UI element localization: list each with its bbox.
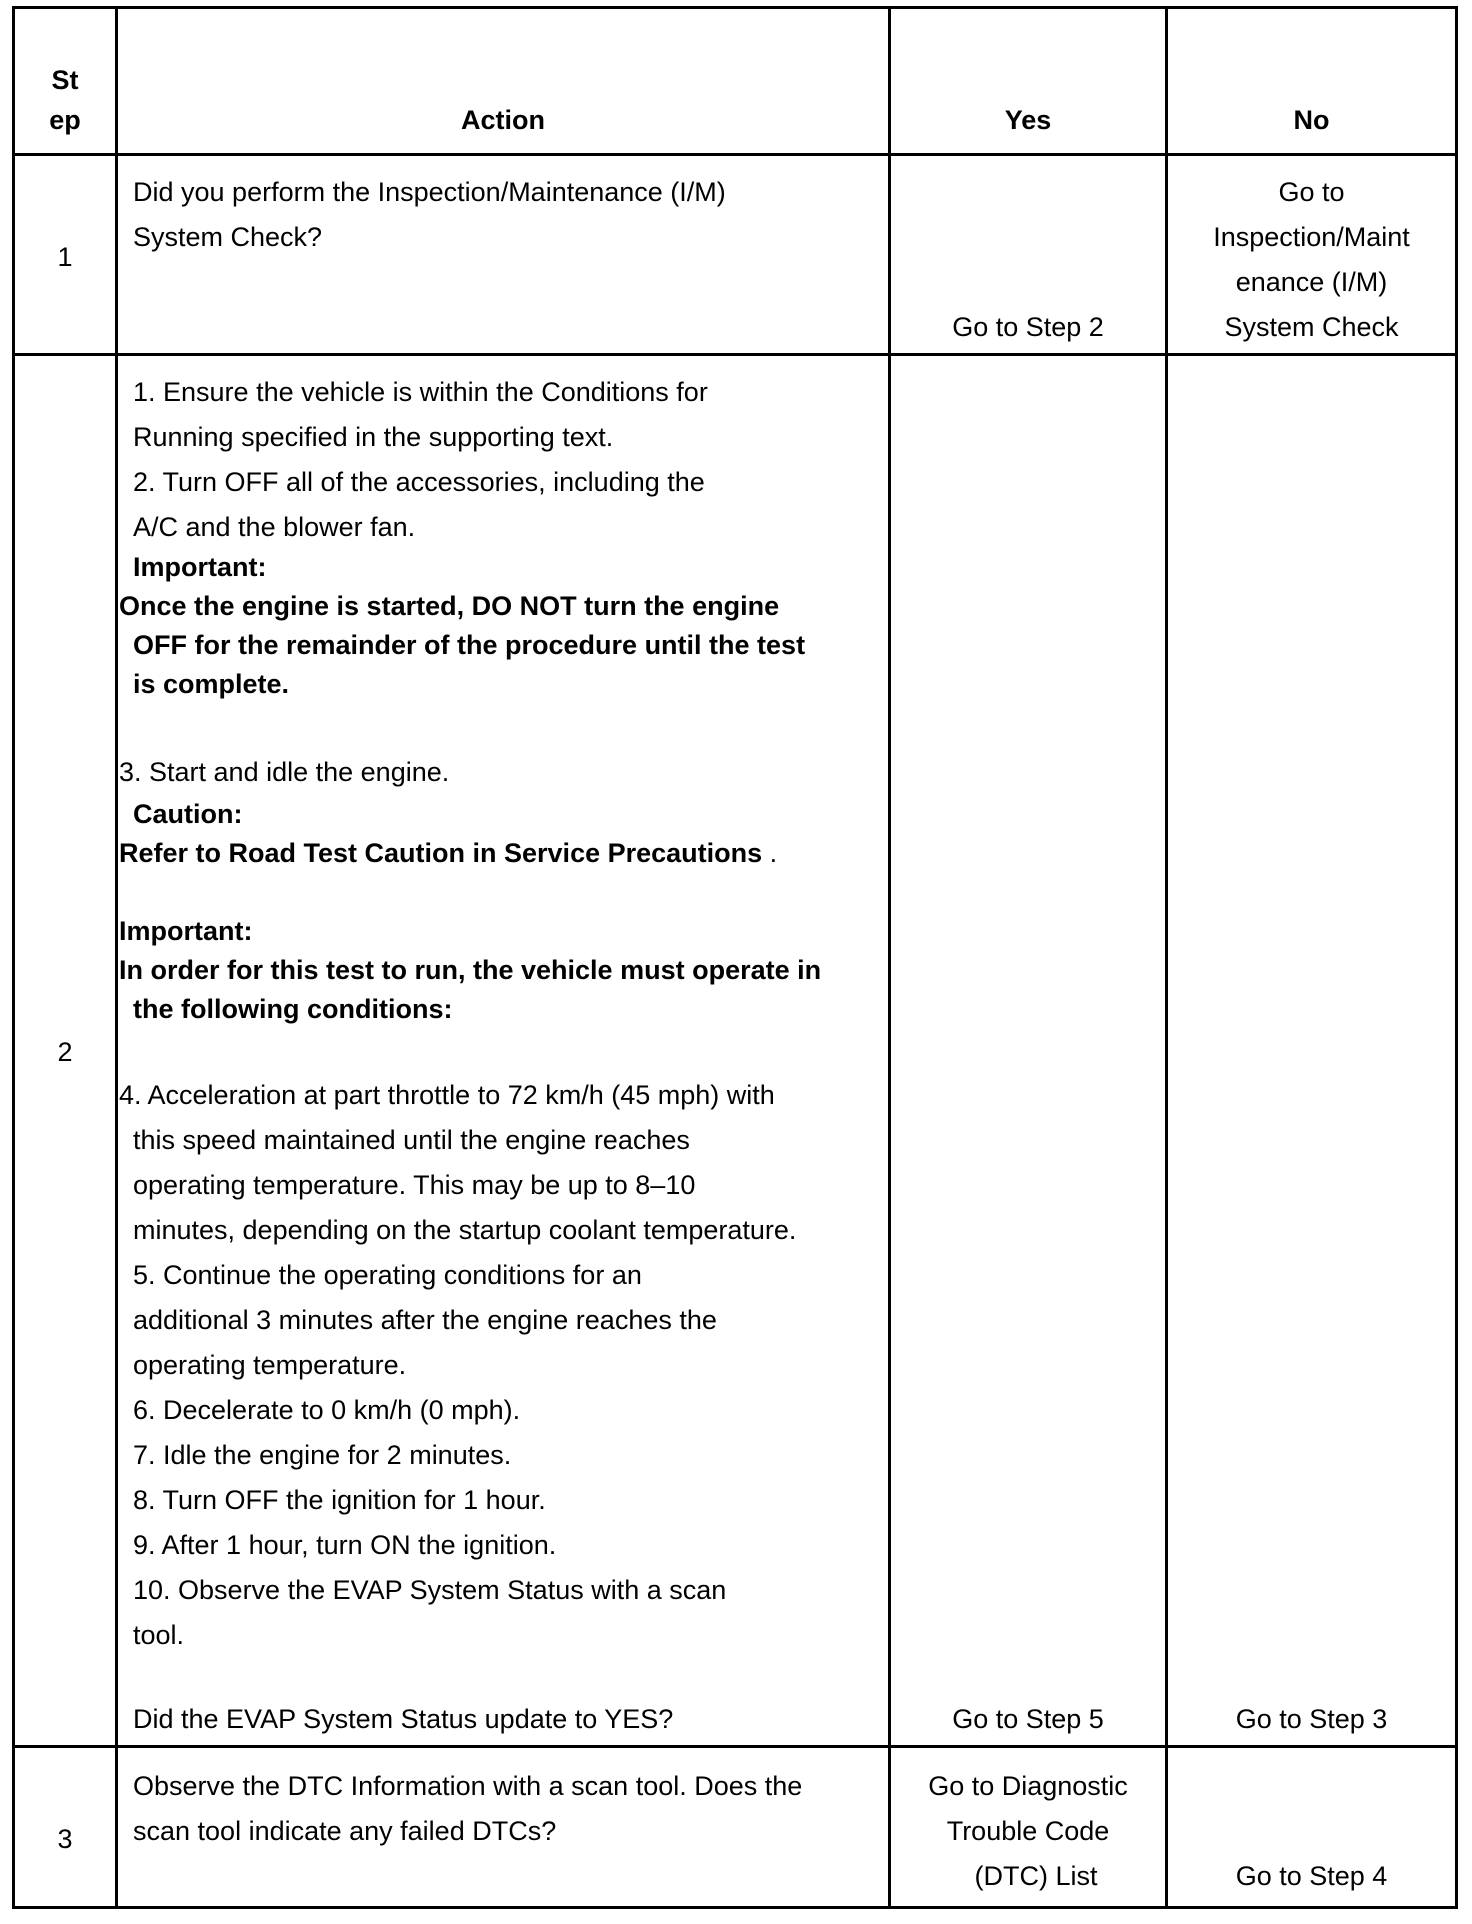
action-line: Running specified in the supporting text. (133, 422, 614, 452)
caution-text-main: Refer to Road Test Caution in Service Precautions (119, 838, 763, 868)
table-border-top (12, 6, 1458, 9)
header-yes: Yes (1004, 105, 1052, 135)
important-text: is complete. (133, 669, 290, 699)
action-line: operating temperature. This may be up to 8–10 (133, 1170, 696, 1200)
yes-result: Go to Step 5 (952, 1704, 1104, 1734)
action-line: 8. Turn OFF the ignition for 1 hour. (133, 1485, 546, 1515)
action-procedure (133, 370, 883, 550)
action-line: Observe the DTC Information with a scan tool. Does the (133, 1771, 803, 1801)
no-result (1168, 170, 1455, 350)
action-line: Did you perform the Inspection/Maintenance (I/M) (133, 177, 726, 207)
no-result-line: enance (I/M) (1235, 267, 1388, 297)
important-text: OFF for the remainder of the procedure until the test (133, 630, 806, 660)
important-note (119, 912, 884, 1029)
step-number: 1 (57, 242, 73, 272)
row-divider-1 (12, 353, 1458, 356)
important-text: In order for this test to run, the vehicle must operate in (119, 955, 822, 985)
no-result: Go to Step 3 (1235, 1704, 1388, 1734)
row-divider-2 (12, 1745, 1458, 1748)
table-border-bottom (12, 1906, 1458, 1909)
action-line: minutes, depending on the startup coolant temperature. (133, 1215, 797, 1245)
header-step-line1: St (51, 65, 79, 95)
action-line: operating temperature. (133, 1350, 407, 1380)
no-result-line: Inspection/Maint (1213, 222, 1410, 252)
action-line: A/C and the blower fan. (133, 512, 416, 542)
action-question: Did the EVAP System Status update to YES? (133, 1704, 674, 1734)
no-result-line: Go to (1278, 177, 1345, 207)
action-line: 4. Acceleration at part throttle to 72 km/h (45 mph) with (119, 1080, 775, 1110)
caution-text-period: . (762, 838, 778, 868)
yes-result-line: Go to Diagnostic (928, 1771, 1128, 1801)
action-line: 9. After 1 hour, turn ON the ignition. (133, 1530, 557, 1560)
action-line: 10. Observe the EVAP System Status with a scan (133, 1575, 727, 1605)
yes-result: Go to Step 2 (952, 312, 1104, 342)
yes-result (891, 1764, 1165, 1899)
step-number: 3 (57, 1824, 73, 1854)
important-label: Important: (133, 552, 267, 582)
action-line: this speed maintained until the engine reaches (133, 1125, 690, 1155)
action-line: tool. (133, 1620, 185, 1650)
important-text: the following conditions: (133, 994, 453, 1024)
caution-note (119, 795, 884, 873)
yes-result-line: (DTC) List (974, 1861, 1098, 1891)
important-label: Important: (119, 916, 253, 946)
header-action: Action (461, 105, 545, 135)
important-text: Once the engine is started, DO NOT turn the engine (119, 591, 780, 621)
action-line: 7. Idle the engine for 2 minutes. (133, 1440, 512, 1470)
caution-text (119, 834, 884, 873)
action-procedure (119, 1073, 884, 1658)
col-divider-step (115, 6, 118, 1909)
action-text (133, 1764, 883, 1854)
action-line: 3. Start and idle the engine. (119, 757, 450, 787)
header-divider (12, 153, 1458, 156)
important-note (119, 548, 884, 704)
action-line: 6. Decelerate to 0 km/h (0 mph). (133, 1395, 521, 1425)
action-line: additional 3 minutes after the engine reaches the (133, 1305, 717, 1335)
no-result-line: System Check (1224, 312, 1399, 342)
header-no: No (1293, 105, 1330, 135)
header-step (15, 60, 115, 140)
action-line: 5. Continue the operating conditions for an (133, 1260, 642, 1290)
action-line: System Check? (133, 222, 323, 252)
no-result: Go to Step 4 (1235, 1861, 1388, 1891)
table-border-right (1455, 6, 1458, 1909)
col-divider-action (888, 6, 891, 1909)
step-number: 2 (57, 1037, 73, 1067)
action-line: 2. Turn OFF all of the accessories, including the (133, 467, 705, 497)
action-line: 1. Ensure the vehicle is within the Conditions for (133, 377, 708, 407)
caution-label: Caution: (133, 799, 243, 829)
header-step-line2: ep (49, 105, 81, 135)
yes-result-line: Trouble Code (946, 1816, 1110, 1846)
table-border-left (12, 6, 15, 1909)
action-text (133, 170, 883, 260)
action-line: scan tool indicate any failed DTCs? (133, 1816, 557, 1846)
